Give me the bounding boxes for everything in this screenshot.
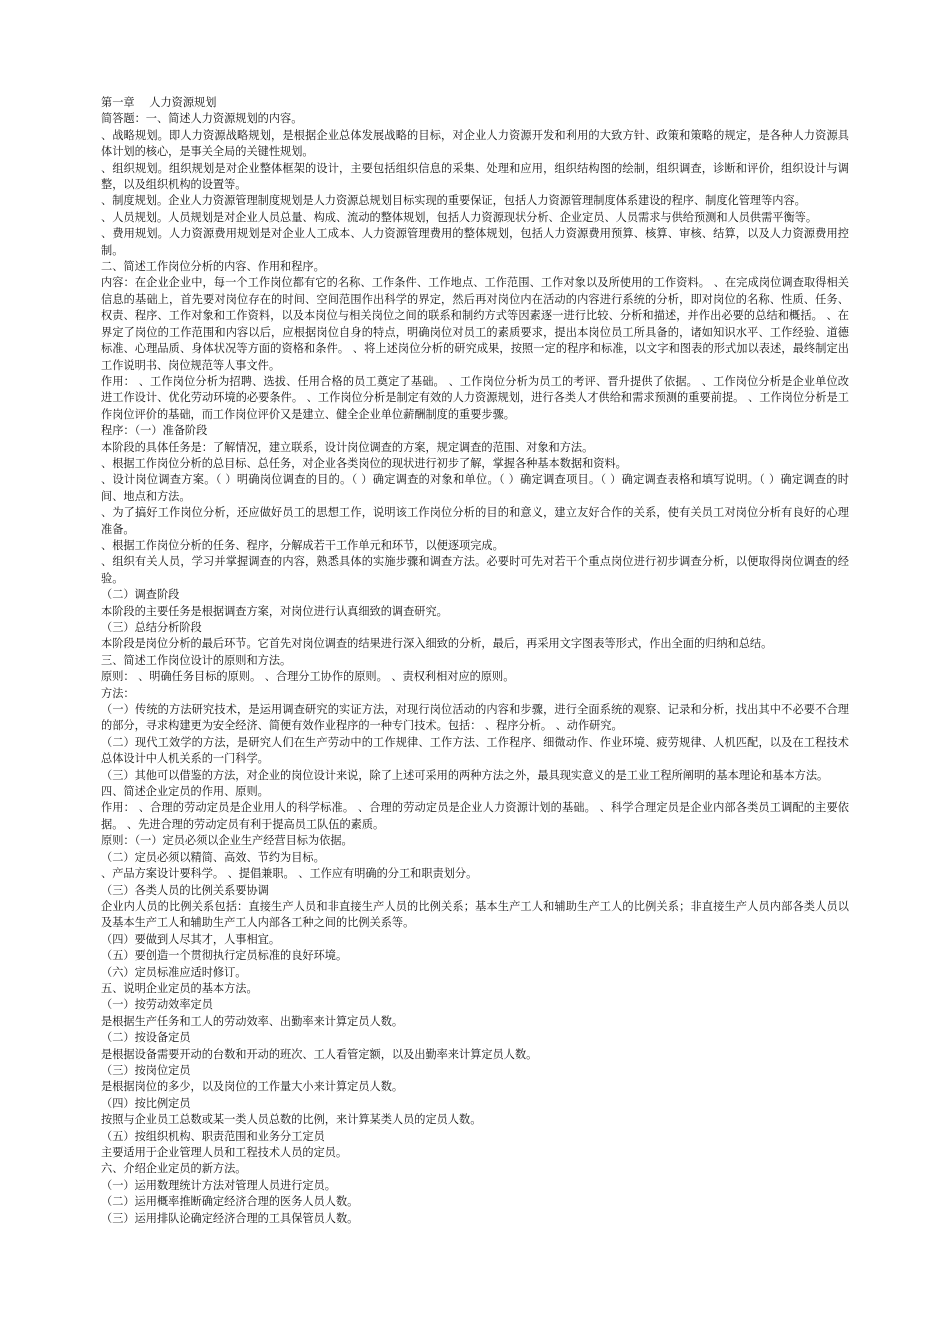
paragraph: （四）要做到人尽其才，人事相宜。 (101, 932, 281, 946)
paragraph: 、制度规划。企业人力资源管理制度规划是人力资源总规划目标实现的重要保证，包括人力资源管理制度体系建设的程序、制度化管理等内容。 (101, 194, 806, 208)
question-heading: 六、介绍企业定员的新方法。 (101, 1162, 247, 1176)
paragraph: （一）运用数理统计方法对管理人员进行定员。 (101, 1178, 336, 1192)
paragraph: 主要适用于企业管理人员和工程技术人员的定员。 (101, 1146, 348, 1159)
paragraph: 、根据工作岗位分析的总目标、总任务，对企业各类岗位的现状进行初步了解，掌握各种基本数据和资料。 (101, 456, 627, 470)
question-heading: 简答题：一、简述人力资源规划的内容。 (101, 112, 303, 126)
question-heading: 五、说明企业定员的基本方法。 (101, 981, 258, 995)
paragraph: （二）定员必须以精简、高效、节约为目标。 (101, 850, 325, 864)
question-heading: 四、简述企业定员的作用、原则。 (101, 785, 269, 799)
paragraph: 、组织规划。组织规划是对企业整体框架的设计，主要包括组织信息的采集、处理和应用，组织结构图的绘制，组织调查，诊断和评价，组织设计与调整，以及组织机构的设置等。 (101, 161, 849, 192)
paragraph: （二）运用概率推断确定经济合理的医务人员人数。 (101, 1195, 359, 1209)
paragraph: 是根据设备需要开动的台数和开动的班次、工人看管定额，以及出勤率来计算定员人数。 (101, 1047, 538, 1061)
paragraph: 本阶段是岗位分析的最后环节。它首先对岗位调查的结果进行深入细致的分析，最后，再采用文字图表等形式，作出全面的归纳和总结。 (101, 637, 773, 651)
section-heading: （四）按比例定员 (101, 1096, 191, 1110)
paragraph: 内容：在企业企业中，每一个工作岗位都有它的名称、工作条件、工作地点、工作范围、工作对象以及所使用的工作资料。 、在完成岗位调查取得相关信息的基础上，首先要对岗位存在的时间、空间范围作出科学的界定，然后再对岗位内在活动的内容进行系统的分析，即对岗位的名称、性质、任务、权责、程序、工作对象和工作资料，以及本岗位与相关岗位之间的联系和制约方式等因素逐一进行比较、分析和描述，并作出必要的总结和概括。 、在界定了岗位的工作范围和内容以后，应根据岗位自身的特点，明确岗位对员工的素质要求，提出本岗位员工所具备的，诸如知识水平、工作经验、道德标准、心理品质、身体状况等方面的资格和条件。 、将上述岗位分析的研究成果，按照一定的程序和标准，以文字和图表的形式加以表述，最终制定出工作说明书、岗位规范等人事文件。 (101, 276, 849, 372)
paragraph: 、战略规划。即人力资源战略规划，是根据企业总体发展战略的目标，对企业人力资源开发和利用的大致方针、政策和策略的规定，是各种人力资源具体计划的核心，是事关全局的关键性规划。 (101, 128, 849, 159)
section-heading: （三）各类人员的比例关系要协调 (101, 883, 269, 897)
paragraph: （五）要创造一个贯彻执行定员标准的良好环境。 (101, 949, 348, 963)
paragraph: 方法： (101, 686, 135, 700)
paragraph: 是根据生产任务和工人的劳动效率、出勤率来计算定员人数。 (101, 1014, 404, 1028)
section-heading: （一）按劳动效率定员 (101, 998, 213, 1012)
paragraph: 、费用规划。人力资源费用规划是对企业人工成本、人力资源管理费用的整体规划，包括人力资源费用预算、核算、审核、结算，以及人力资源费用控制。 (101, 227, 849, 257)
paragraph: 、人员规划。人员规划是对企业人员总量、构成、流动的整体规划，包括人力资源现状分析、企业定员、人员需求与供给预测和人员供需平衡等。 (101, 210, 818, 224)
paragraph: 、组织有关人员，学习并掌握调查的内容，熟悉具体的实施步骤和调查方法。必要时可先对若干个重点岗位进行初步调查分析，以便取得岗位调查的经验。 (101, 555, 849, 585)
paragraph: 企业内人员的比例关系包括：直接生产人员和非直接生产人员的比例关系；基本生产工人和辅助生产工人的比例关系；非直接生产人员内部各类人员以及基本生产工人和辅助生产工人内部各工种之间的比例关系等。 (101, 899, 849, 930)
section-heading: 程序：（一）准备阶段 (101, 424, 208, 438)
paragraph: 、产品方案设计要科学。 、提倡兼职。 、工作应有明确的分工和职责划分。 (101, 867, 478, 881)
paragraph: （一）传统的方法研究技术，是运用调查研究的实证方法，对现行岗位活动的内容和步骤，进行全面系统的观察、记录和分析，找出其中不必要不合理的部分，寻求构建更为安全经济、简便有效作业程序的一种专门技术。包括： 、程序分析。 、动作研究。 (101, 703, 849, 733)
paragraph: （三）运用排队论确定经济合理的工具保管员人数。 (101, 1211, 359, 1225)
paragraph: （六）定员标准应适时修订。 (101, 965, 247, 979)
question-heading: 二、简述工作岗位分析的内容、作用和程序。 (101, 260, 325, 274)
paragraph: （三）其他可以借鉴的方法，对企业的岗位设计来说，除了上述可采用的两种方法之外，最具现实意义的是工业工程所阐明的基本理论和基本方法。 (101, 768, 829, 782)
paragraph: 本阶段的主要任务是根据调查方案，对岗位进行认真细致的调查研究。 (101, 604, 448, 618)
paragraph: （二）现代工效学的方法，是研究人们在生产劳动中的工作规律、工作方法、工作程序、细微动作、作业环境、疲劳规律、人机匹配，以及在工程技术总体设计中人机关系的一门科学。 (101, 735, 849, 766)
section-heading: （三）按岗位定员 (101, 1063, 191, 1077)
paragraph: 、为了搞好工作岗位分析，还应做好员工的思想工作，说明该工作岗位分析的目的和意义，建立友好合作的关系，使有关员工对岗位分析有良好的心理准备。 (101, 506, 849, 536)
paragraph: 作用： 、工作岗位分析为招聘、选拔、任用合格的员工奠定了基础。 、工作岗位分析为员工的考评、晋升提供了依据。 、工作岗位分析是企业单位改进工作设计、优化劳动环境的必要条件。 、工作岗位分析是制定有效的人力资源规划，进行各类人才供给和需求预测的重要前提。 、工作岗位分析是工作岗位评价的基础，而工作岗位评价又是建立、健全企业单位薪酬制度的重要步骤。 (101, 374, 849, 421)
paragraph: 是根据岗位的多少，以及岗位的工作量大小来计算定员人数。 (101, 1080, 404, 1094)
paragraph: 作用： 、合理的劳动定员是企业用人的科学标准。 、合理的劳动定员是企业人力资源计划的基础。 、科学合理定员是企业内部各类员工调配的主要依据。 、先进合理的劳动定员有利于提高员工队伍的素质。 (101, 801, 849, 831)
paragraph: 原则： 、明确任务目标的原则。 、合理分工协作的原则。 、责权利相对应的原则。 (101, 670, 515, 684)
section-heading: （二）调查阶段 (101, 588, 180, 602)
paragraph: 本阶段的具体任务是：了解情况，建立联系，设计岗位调查的方案，规定调查的范围、对象和方法。 (101, 440, 594, 454)
chapter-title: 第一章 人力资源规划 (101, 96, 217, 109)
section-heading: （五）按组织机构、职责范围和业务分工定员 (101, 1129, 325, 1143)
paragraph: 按照与企业员工总数或某一类人员总数的比例，来计算某类人员的定员人数。 (101, 1113, 482, 1127)
section-heading: （二）按设备定员 (101, 1031, 191, 1045)
paragraph: 、设计岗位调查方案。（ ）明确岗位调查的目的。（ ）确定调查的对象和单位。（ ）确定调查项目。（ ）确定调查表格和填写说明。（ ）确定调查的时间、地点和方法。 (101, 473, 849, 503)
paragraph: 原则：（一）定员必须以企业生产经营目标为依据。 (101, 834, 353, 848)
question-heading: 三、简述工作岗位设计的原则和方法。 (101, 653, 292, 667)
paragraph: 、根据工作岗位分析的任务、程序，分解成若干工作单元和环节，以便逐项完成。 (101, 538, 504, 552)
section-heading: （三）总结分析阶段 (101, 621, 202, 634)
